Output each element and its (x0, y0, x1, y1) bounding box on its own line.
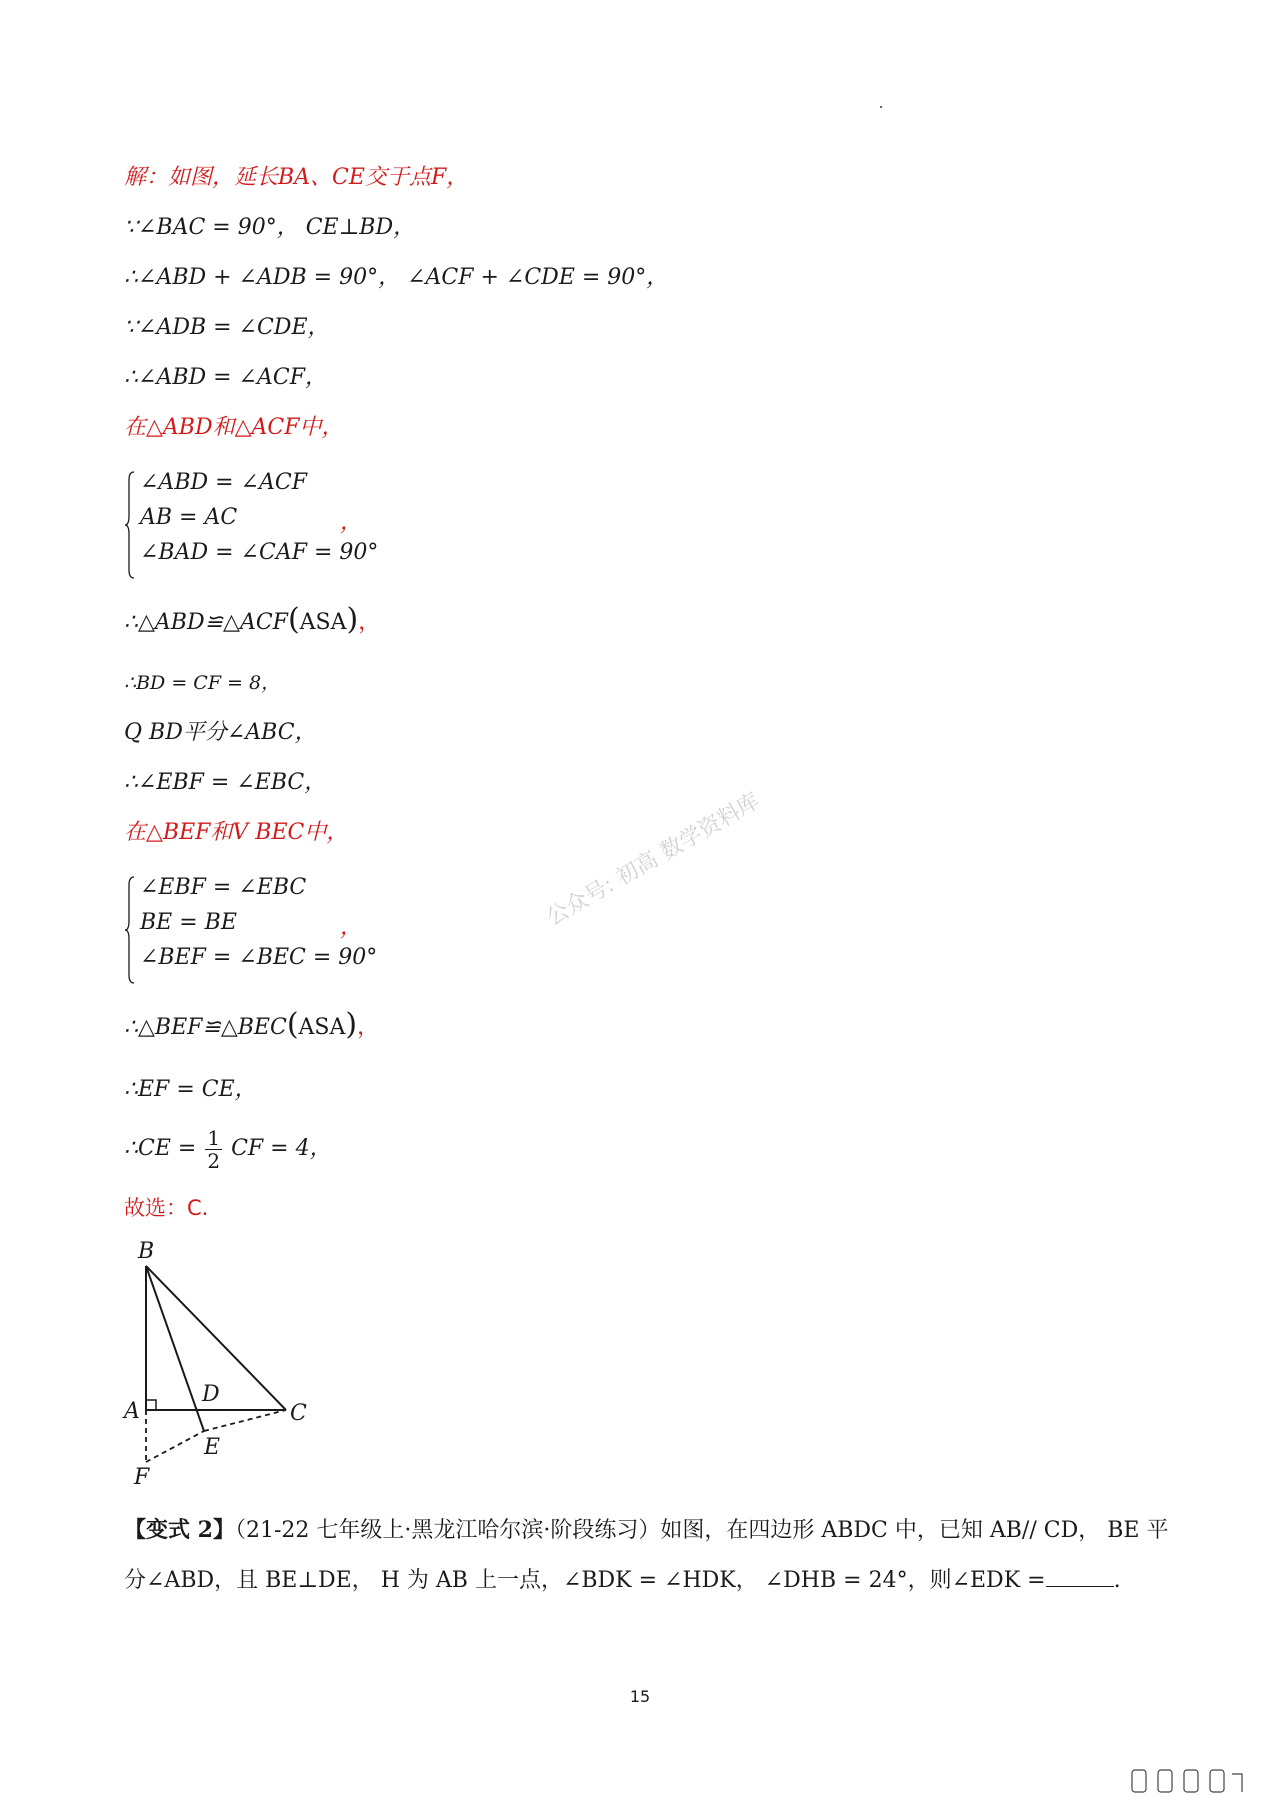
label-b: B (138, 1239, 155, 1264)
congruence-reason: ASA (298, 1015, 346, 1040)
solution-line: ∵∠ADB = ∠CDE， (124, 315, 330, 340)
congruence-statement: ∴△BEF≌△BEC (124, 1015, 287, 1040)
answer-choice: 故选：C. (124, 1196, 209, 1220)
fraction (205, 1127, 222, 1172)
solution-intro: 解：如图，延长BA、CE交于点F， (124, 165, 469, 190)
solution-line: Q BD平分∠ABC， (124, 720, 317, 745)
answer-blank (1046, 1566, 1114, 1587)
scan-artifact-icon (1062, 1766, 1252, 1796)
label-d: D (202, 1382, 220, 1407)
fraction-prefix: ∴CE = (124, 1136, 197, 1161)
solution-line: 在△BEF和V BEC中， (124, 820, 349, 845)
equation-system-1 (124, 470, 379, 580)
congruence-line (124, 602, 381, 638)
solution-line: ∴∠ABD = ∠ACF， (124, 365, 327, 390)
variant-question (124, 1505, 1174, 1606)
fraction-line (124, 1124, 332, 1174)
paren-close: ) (345, 1007, 358, 1042)
label-f: F (134, 1465, 150, 1486)
solution-line: ∴∠EBF = ∠EBC， (124, 770, 327, 795)
question-end: . (1113, 1568, 1121, 1593)
page-number: 15 (629, 1687, 651, 1706)
segment-ec-dashed (204, 1410, 286, 1431)
line-comma: ， (358, 610, 381, 635)
paren-open: ( (286, 1007, 299, 1042)
congruence-statement: ∴△ABD≌△ACF (124, 610, 288, 635)
segment-fe-dashed (146, 1431, 204, 1462)
system-row: AB = AC (140, 505, 238, 530)
scan-dot (880, 106, 882, 108)
label-c: C (290, 1401, 307, 1426)
system-comma: ， (340, 915, 363, 940)
question-text: 如图，在四边形 ABDC 中，已知 AB// CD， BE 平分∠ABD，且 BE⊥DE， H 为 AB 上一点，∠BDK = ∠HDK， ∠DHB = 24°，则∠EDK = (124, 1518, 1169, 1593)
paren-open: ( (287, 602, 300, 637)
right-angle-mark (146, 1400, 156, 1410)
system-row: ∠BAD = ∠CAF = 90° (140, 540, 379, 565)
system-row: BE = BE (140, 910, 237, 935)
solution-line: ∴∠ABD + ∠ADB = 90°， ∠ACF + ∠CDE = 90°， (124, 265, 669, 290)
question-source: （21-22 七年级上·黑龙江哈尔滨·阶段练习） (234, 1518, 661, 1543)
fraction-suffix: CF = 4， (231, 1136, 332, 1161)
brace-icon (124, 470, 136, 580)
system-row: ∠ABD = ∠ACF (140, 470, 307, 495)
congruence-reason: ASA (299, 610, 347, 635)
paren-close: ) (346, 602, 359, 637)
congruence-line (124, 1007, 380, 1043)
segment-be (146, 1266, 204, 1431)
label-e: E (204, 1435, 221, 1460)
fraction-numerator: 1 (207, 1125, 221, 1150)
fraction-denominator: 2 (207, 1148, 221, 1173)
solution-line: ∴EF = CE， (124, 1077, 257, 1102)
watermark: 公众号: 初高 数学资料库 (542, 788, 765, 931)
solution-line: 在△ABD和△ACF中， (124, 415, 344, 440)
system-comma: ， (340, 510, 363, 535)
solution-line: ∵∠BAC = 90°， CE⊥BD， (124, 215, 416, 240)
system-row: ∠BEF = ∠BEC = 90° (140, 945, 378, 970)
system-row: ∠EBF = ∠EBC (140, 875, 307, 900)
question-tag: 【变式 2】 (124, 1517, 235, 1543)
line-comma: ， (357, 1015, 380, 1040)
brace-icon (124, 875, 136, 985)
solution-line: ∴BD = CF = 8， (124, 672, 281, 694)
equation-system-2 (124, 875, 378, 985)
geometry-figure (118, 1236, 328, 1486)
label-a: A (124, 1399, 140, 1424)
